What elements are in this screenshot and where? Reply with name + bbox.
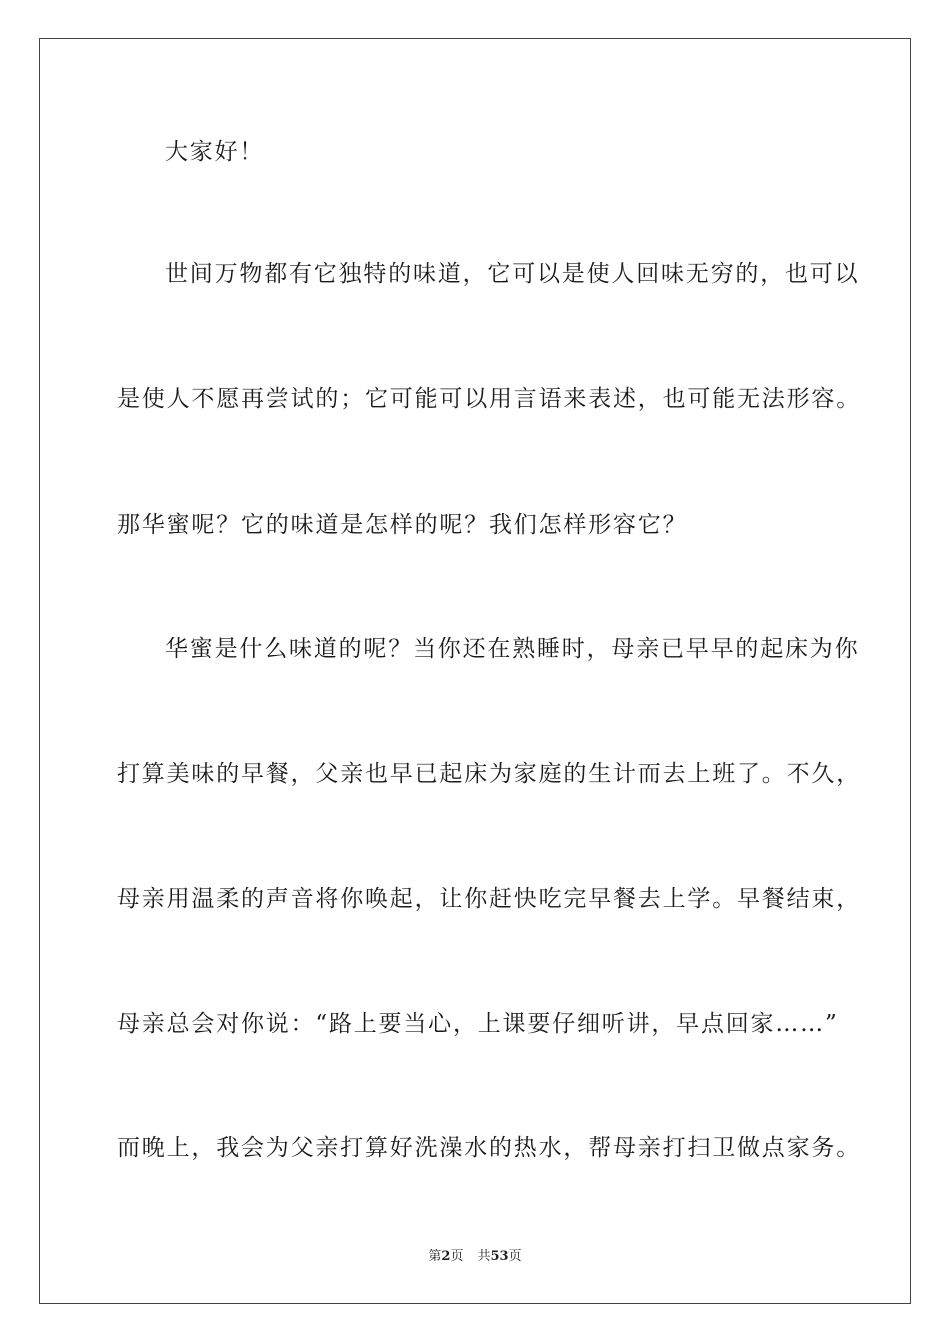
paragraph-2-line-1: 华蜜是什么味道的呢？当你还在熟睡时，母亲已早早的起床为你 bbox=[165, 636, 860, 662]
total-prefix: 共 bbox=[477, 1249, 491, 1264]
total-pages: 53 bbox=[490, 1249, 509, 1264]
page-suffix: 页 bbox=[450, 1249, 464, 1264]
paragraph-1-line-3: 那华蜜呢？它的味道是怎样的呢？我们怎样形容它？ bbox=[117, 512, 688, 538]
page-prefix: 第 bbox=[428, 1249, 442, 1264]
total-suffix: 页 bbox=[508, 1249, 522, 1264]
paragraph-1-line-2: 是使人不愿再尝试的；它可能可以用言语来表述，也可能无法形容。 bbox=[117, 386, 861, 412]
paragraph-2-line-2: 打算美味的早餐，父亲也早已起床为家庭的生计而去上班了。不久， bbox=[117, 761, 861, 787]
page-footer bbox=[0, 1248, 950, 1266]
greeting-line: 大家好！ bbox=[165, 139, 265, 165]
paragraph-2-line-5: 而晚上，我会为父亲打算好洗澡水的热水，帮母亲打扫卫做点家务。 bbox=[117, 1135, 861, 1161]
paragraph-2-line-3: 母亲用温柔的声音将你唤起，让你赶快吃完早餐去上学。早餐结束， bbox=[117, 886, 861, 912]
paragraph-2-line-4: 母亲总会对你说：“路上要当心，上课要仔细听讲，早点回家……” bbox=[117, 1011, 839, 1037]
page-border bbox=[39, 38, 911, 1304]
page-number: 2 bbox=[441, 1249, 451, 1264]
paragraph-1-line-1: 世间万物都有它独特的味道，它可以是使人回味无穷的，也可以 bbox=[165, 261, 860, 287]
